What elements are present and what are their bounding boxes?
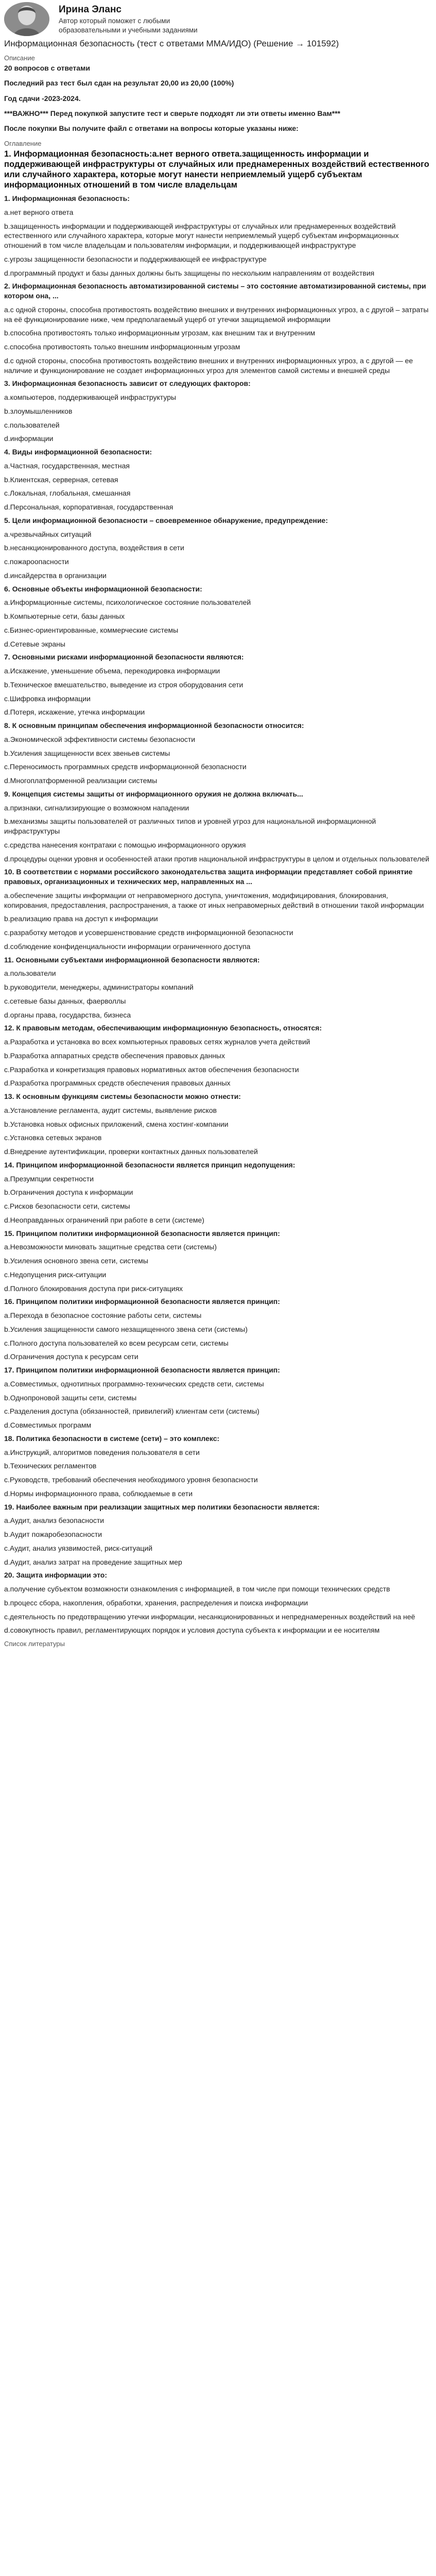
answer-option: a.Установление регламента, аудит системы, выявление рисков xyxy=(4,1106,217,1114)
answer-option: c.Полного доступа пользователей ко всем ресурсам сети, системы xyxy=(4,1338,229,1347)
answer-option: a.признаки, сигнализирующие о возможном нападении xyxy=(4,803,189,812)
author-block xyxy=(4,0,432,38)
answer-option: a.Перехода в безопасное состояние работы сети, системы xyxy=(4,1311,202,1320)
answer-option: c.Бизнес-ориентированные, коммерческие системы xyxy=(4,625,179,634)
answer-option: d.Полного блокирования доступа при риск-ситуациях xyxy=(4,1284,183,1293)
question-title: 7. Основными рисками информационной безопасности являются: xyxy=(4,653,244,662)
answer-option: b.Разработка аппаратных средств обеспечения правовых данных xyxy=(4,1051,225,1060)
answer-option: a.Невозможности миновать защитные средства сети (системы) xyxy=(4,1243,217,1251)
answer-option: c.угрозы защищенности безопасности и поддерживающей ее инфраструктуре xyxy=(4,255,267,263)
answer-option: a.Совместимых, однотипных программно-технических средств сети, системы xyxy=(4,1379,264,1388)
answer-option: b.Техническое вмешательство, выведение из строя оборудования сети xyxy=(4,680,243,689)
author-name[interactable]: Ирина Эланс xyxy=(59,4,121,15)
answer-option: b.Установка новых офисных приложений, смена хостинг-компании xyxy=(4,1120,229,1128)
answer-option: d.Совместимых программ xyxy=(4,1421,92,1430)
toc-label: Оглавление xyxy=(4,139,42,147)
answer-option: c.Локальная, глобальная, смешанная xyxy=(4,489,131,498)
meta-line: После покупки Вы получите файл с ответами на вопросы которые указаны ниже: xyxy=(4,124,299,133)
answer-option: a.Экономической эффективности системы безопасности xyxy=(4,735,196,743)
answer-option: b.Аудит пожаробезопасности xyxy=(4,1530,102,1539)
question-block xyxy=(4,867,432,951)
answer-option: a.компьютеров, поддерживающей инфраструктуры xyxy=(4,393,177,402)
question-block xyxy=(4,379,432,444)
answer-option: c.средства нанесения контратаки с помощью информационного оружия xyxy=(4,840,246,849)
question-title: 3. Информационная безопасность зависит от следующих факторов: xyxy=(4,379,251,388)
avatar-photo-icon xyxy=(4,2,49,36)
answer-option: b.несанкционированного доступа, воздействия в сети xyxy=(4,544,184,552)
question-title: 13. К основным функциям системы безопасности можно отнести: xyxy=(4,1092,241,1101)
answer-option: b.Клиентская, серверная, сетевая xyxy=(4,475,118,484)
question-title: 5. Цели информационной безопасности – своевременное обнаружение, предупреждение: xyxy=(4,516,328,524)
question-title: 17. Принципом политики информационной безопасности является принцип: xyxy=(4,1366,280,1375)
answer-option: c.Рисков безопасности сети, системы xyxy=(4,1202,130,1211)
answer-option: b.Усиления защищенности самого незащищенного звена сети (системы) xyxy=(4,1325,248,1333)
answer-option: a.с одной стороны, способна противостоять воздействию внешних и внутренних информационных угроз, а с другой – затраты на её функционирование ниже, чем предполагаемый ущерб от утечки защищаемой информации xyxy=(4,305,429,324)
answer-option: a.Инструкций, алгоритмов поведения пользователя в сети xyxy=(4,1448,200,1456)
answer-option: b.Ограничения доступа к информации xyxy=(4,1188,133,1197)
question-block xyxy=(4,1229,432,1294)
answer-option: d.Потеря, искажение, утечка информации xyxy=(4,708,145,717)
question-block xyxy=(4,1092,432,1157)
answer-option: c.Установка сетевых экранов xyxy=(4,1133,102,1142)
answer-option: b.реализацию права на доступ к информации xyxy=(4,914,158,923)
answer-option: d.программный продукт и базы данных должны быть защищены по нескольким направлениям от воздействия xyxy=(4,268,375,277)
avatar[interactable] xyxy=(4,2,49,36)
answer-option: a.обеспечение защиты информации от неправомерного доступа, уничтожения, модифицирования, блокирования, копирования, предоставления, распространения, а также от иных неправомерных действий в отношении такой информации xyxy=(4,891,424,909)
meta-line: Последний раз тест был сдан на результат 20,00 из 20,00 (100%) xyxy=(4,79,234,88)
answer-option: b.Технических регламентов xyxy=(4,1462,97,1470)
answer-option: d.Сетевые экраны xyxy=(4,639,65,648)
answer-option: c.деятельность по предотвращению утечки информации, несанкционированных и непреднамеренных воздействий на неё xyxy=(4,1612,415,1621)
question-block xyxy=(4,1434,432,1499)
description-label: Описание xyxy=(4,54,35,62)
question-title: 10. В соответствии с нормами российского законодательства защита информации представляет собой принятие правовых, организационных и технических мер, направленных на ... xyxy=(4,868,413,886)
bibliography-label: Список литературы xyxy=(4,1640,65,1648)
answer-option: a.Информационные системы, психологическое состояние пользователей xyxy=(4,598,251,607)
answer-option: c.сетевые базы данных, фаерволлы xyxy=(4,996,126,1005)
question-block xyxy=(4,721,432,786)
question-title: 18. Политика безопасности в системе (сети) – это комплекс: xyxy=(4,1434,220,1443)
answer-option: c.Недопущения риск-ситуации xyxy=(4,1270,107,1279)
question-block xyxy=(4,194,432,278)
question-block xyxy=(4,447,432,512)
answer-option: a.чрезвычайных ситуаций xyxy=(4,530,92,538)
answer-option: b.Компьютерные сети, базы данных xyxy=(4,612,125,621)
document-title: Информационная безопасность (тест с ответами ММА/ИДО) (Решение → 101592) xyxy=(4,39,339,48)
question-title: 1. Информационная безопасность: xyxy=(4,194,130,203)
answer-option: d.Ограничения доступа к ресурсам сети xyxy=(4,1352,138,1361)
question-title: 8. К основным принципам обеспечения информационной безопасности относится: xyxy=(4,721,304,730)
answer-option: d.совокупность правил, регламентирующих порядок и условия доступа субъекта к информации и ее носителям xyxy=(4,1626,380,1635)
answer-option: b.Усиления основного звена сети, системы xyxy=(4,1257,148,1265)
question-block xyxy=(4,1502,432,1567)
description-meta xyxy=(4,63,432,134)
answer-option: b.руководители, менеджеры, администраторы компаний xyxy=(4,983,194,992)
answer-option: a.Частная, государственная, местная xyxy=(4,461,130,470)
answer-option: d.Аудит, анализ затрат на проведение защитных мер xyxy=(4,1557,182,1566)
question-title: 6. Основные объекты информационной безопасности: xyxy=(4,584,202,593)
question-block xyxy=(4,955,432,1020)
answer-option: a.получение субъектом возможности ознакомления с информацией, в том числе при помощи технических средств xyxy=(4,1585,390,1594)
answer-option: b.защищенность информации и поддерживающей инфраструктуры от случайных или преднамеренных воздействий естественного или случайного характера, которые могут нанести неприемлемый ущерб субъектам информационных отношений в том числе владельцам и пользователям информации, и поддерживающей инфраструктуре xyxy=(4,222,399,250)
answer-option: c.способна противостоять только внешним информационным угрозам xyxy=(4,343,240,351)
question-block xyxy=(4,1365,432,1430)
answer-option: b.Усиления защищенности всех звеньев системы xyxy=(4,749,170,757)
question-block xyxy=(4,1023,432,1088)
question-title: 14. Принципом информационной безопасности является принцип недопущения: xyxy=(4,1160,295,1169)
meta-line: 20 вопросов с ответами xyxy=(4,64,91,73)
answer-option: d.с одной стороны, способна противостоять воздействию внешних и внутренних информационных угроз, а с другой — ее наличие и функционирование не создает информационных угроз для элементов самой системы и внешней среды xyxy=(4,356,413,375)
author-description: Автор который поможет с любыми образовательными и учебными заданиями xyxy=(59,17,198,35)
question-title: 20. Защита информации это: xyxy=(4,1571,108,1580)
answer-option: a.Разработка и установка во всех компьютерных правовых сетях журналов учета действий xyxy=(4,1038,310,1046)
question-title: 4. Виды информационной безопасности: xyxy=(4,448,152,456)
answer-option: b.злоумышленников xyxy=(4,406,73,415)
answer-option: b.способна противостоять только информационным угрозам, как внешним так и внутренним xyxy=(4,329,316,337)
question-title: 2. Информационная безопасность автоматизированной системы – это состояние автоматизированной системы, при котором она, ... xyxy=(4,282,426,300)
answer-option: d.процедуры оценки уровня и особенностей атаки против национальной инфраструктуры в целом и отдельных пользователей xyxy=(4,854,429,863)
answer-option: d.Нормы информационного права, соблюдаемые в сети xyxy=(4,1489,193,1498)
answer-option: c.Аудит, анализ уязвимостей, риск-ситуаций xyxy=(4,1544,153,1552)
answer-option: c.разработку методов и усовершенствование средств информационной безопасности xyxy=(4,928,293,937)
answer-option: c.Переносимость программных средств информационной безопасности xyxy=(4,762,247,771)
answer-option: d.Многоплатформенной реализации системы xyxy=(4,776,158,785)
question-block xyxy=(4,652,432,717)
question-title: 19. Наиболее важным при реализации защитных мер политики безопасности является: xyxy=(4,1502,320,1511)
question-title: 12. К правовым методам, обеспечивающим информационную безопасность, относятся: xyxy=(4,1024,322,1032)
question-block xyxy=(4,1570,432,1635)
question-block xyxy=(4,516,432,581)
question-block xyxy=(4,584,432,649)
author-info xyxy=(59,2,229,35)
answer-option: c.пользователей xyxy=(4,420,60,429)
answer-option: d.Неоправданных ограничений при работе в сети (системе) xyxy=(4,1215,204,1224)
question-block xyxy=(4,1297,432,1362)
answer-option: d.Разработка программных средств обеспечения правовых данных xyxy=(4,1079,231,1088)
answer-option: d.соблюдение конфиденциальности информации ограниченного доступа xyxy=(4,942,251,951)
answer-option: d.Внедрение аутентификации, проверки контактных данных пользователей xyxy=(4,1147,258,1156)
toc-section-title[interactable]: 1. Информационная безопасность:a.нет верного ответа.защищенность информации и поддерживающей инфраструктуры от случайных или преднамеренных воздействий естественного или случайного характера, которые могут нанести неприемлемый ущерб субъектам информационных отношений в том числе владельцам xyxy=(4,149,429,190)
meta-line: Год сдачи -2023-2024. xyxy=(4,94,81,103)
answer-option: d.информации xyxy=(4,434,54,443)
answer-option: b.механизмы защиты пользователей от различных типов и уровней угроз для национальной информационной инфраструктуры xyxy=(4,817,376,836)
answer-option: a.Презумпции секретности xyxy=(4,1174,94,1183)
answer-option: d.инсайдерства в организации xyxy=(4,571,107,580)
question-list xyxy=(4,194,432,1635)
answer-option: c.Разделения доступа (обязанностей, привилегий) клиентам сети (системы) xyxy=(4,1407,259,1416)
answer-option: a.нет верного ответа xyxy=(4,208,74,216)
answer-option: a.пользователи xyxy=(4,969,56,978)
answer-option: a.Искажение, уменьшение объема, перекодировка информации xyxy=(4,667,220,675)
answer-option: c.Шифровка информации xyxy=(4,694,91,703)
answer-option: c.Руководств, требований обеспечения необходимого уровня безопасности xyxy=(4,1476,258,1484)
question-block xyxy=(4,1160,432,1225)
answer-option: a.Аудит, анализ безопасности xyxy=(4,1516,104,1525)
answer-option: c.Разработка и конкретизация правовых нормативных актов обеспечения безопасности xyxy=(4,1065,299,1074)
answer-option: b.Однопроновой защиты сети, системы xyxy=(4,1393,137,1402)
question-title: 16. Принципом политики информационной безопасности является принцип: xyxy=(4,1297,280,1306)
answer-option: d.органы права, государства, бизнеса xyxy=(4,1010,131,1019)
answer-option: d.Персональная, корпоративная, государственная xyxy=(4,503,173,512)
answer-option: c.пожароопасности xyxy=(4,557,69,566)
question-title: 9. Концепция системы защиты от информационного оружия не должна включать... xyxy=(4,789,303,798)
answer-option: b.процесс сбора, накопления, обработки, хранения, распределения и поиска информации xyxy=(4,1598,308,1607)
question-block xyxy=(4,281,432,375)
meta-line: ***ВАЖНО*** Перед покупкой запустите тест и сверьте подходят ли эти ответы именно Вам*** xyxy=(4,109,341,117)
question-block xyxy=(4,789,432,864)
question-title: 11. Основными субъектами информационной безопасности являются: xyxy=(4,955,260,964)
question-title: 15. Принципом политики информационной безопасности является принцип: xyxy=(4,1229,280,1238)
